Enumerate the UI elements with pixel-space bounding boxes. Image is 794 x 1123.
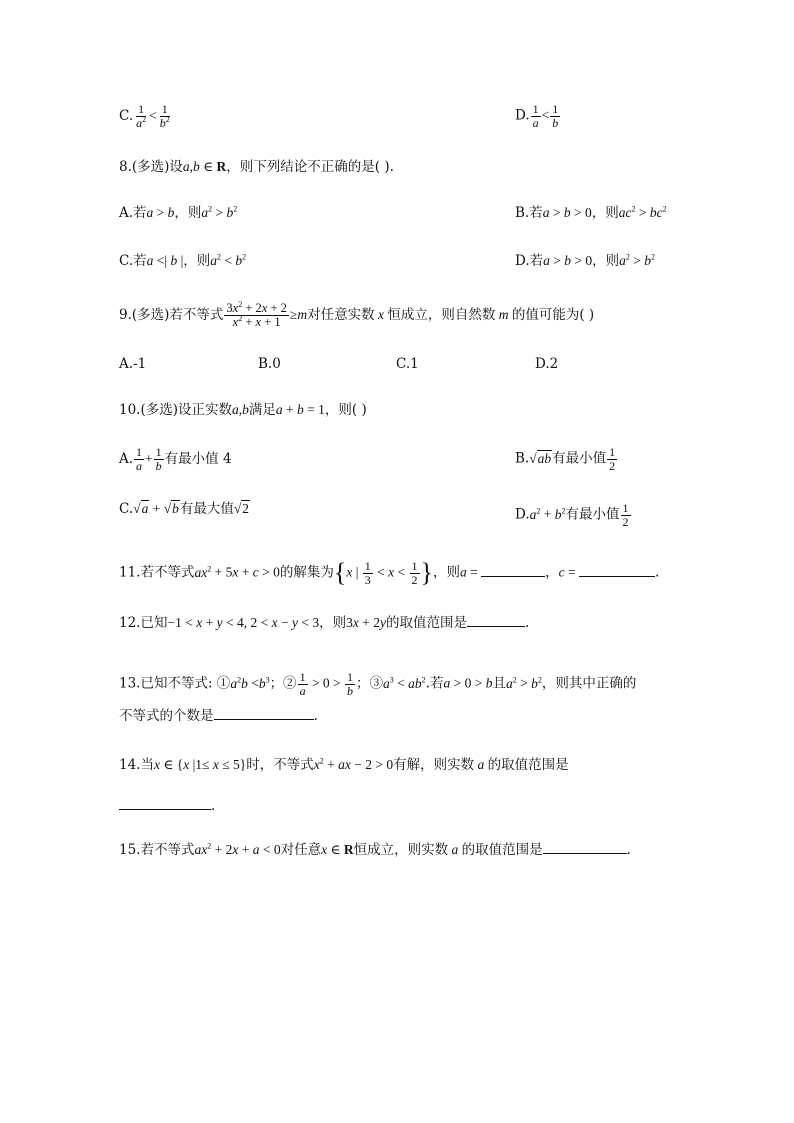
q10-stem: 10.(多选)设正实数a,b满足a + b = 1，则( ): [119, 402, 367, 418]
answer-blank[interactable]: [119, 808, 211, 810]
q12-stem: 12.已知−1 < x + y < 4, 2 < x − y < 3，则3x + 2y的取值范围是 .: [119, 615, 530, 631]
answer-blank-a[interactable]: [481, 575, 545, 577]
q9-option-c: C.1: [396, 356, 419, 372]
q10-option-b: B.√ab有最小值 $\frac{1}{2}$: [515, 445, 616, 473]
q8-option-a: A.若a > b，则$a^2 > b^2$: [119, 204, 238, 221]
q14-stem: 14.当x ∈ {x |1≤ x ≤ 5}时，不等式$x^2$ + ax − 2 > 0有解，则实数 a 的取值范围是: [119, 756, 569, 773]
q7-option-c: C. $\frac{1}{a^2}$ < $\frac{1}{b^2}$: [119, 102, 170, 130]
q8-options-ab: [119, 204, 667, 221]
q10-option-c: C.√a + √b有最大值√2: [119, 501, 250, 517]
answer-blank[interactable]: [214, 718, 314, 720]
option-label: C.: [119, 107, 134, 124]
q8-option-d: D.若a > b > 0，则$a^2 > b^2$: [515, 252, 656, 269]
q9-option-d: D.2: [535, 356, 559, 372]
q8-options-cd: [119, 252, 656, 269]
q9-stem: 9.(多选)若不等式 $\frac{3x^2 + 2x + 2}{x^2 + x + 1}$ ≥m对任意实数 x 恒成立，则自然数 m 的值可能为( ): [119, 299, 595, 330]
q15-stem: 15.若不等式$ax^2 + 2x + a < 0$对任意x ∈ R恒成立，则实数 a 的取值范围是 .: [119, 841, 631, 858]
q8-stem: 8.(多选)设a,b ∈ R，则下列结论不正确的是( ).: [119, 159, 394, 175]
q8-option-c: C.若a <| b |，则$a^2 < b^2$: [119, 252, 247, 269]
q7-options: [119, 102, 559, 130]
q10-option-d: $D.a^2 + b^2$有最小值 $\frac{1}{2}$: [515, 501, 629, 529]
q10-options-ab: [119, 445, 616, 473]
q9-option-a: A.-1: [119, 356, 147, 372]
q7-option-d: D. $\frac{1}{a}$ < $\frac{1}{b}$: [515, 102, 559, 130]
q10-option-a: A. $\frac{1}{a}$ + $\frac{1}{b}$ 有最小值 4: [119, 445, 232, 473]
answer-blank[interactable]: [467, 625, 525, 627]
q13-line2: 不等式的个数是 .: [119, 708, 318, 724]
q11-stem: 11.若不等式$ax^2 + 5x + c > 0$的解集为{x | $\frac{1}{3}$ < x < $\frac{1}{2}$ }，则a = ，c = .: [119, 558, 660, 588]
q13-stem: 13.已知不等式: $①a^2b <b^3$；② $\frac{1}{a}$ > 0 > $\frac{1}{b}$ ；$③a^3 < ab^2$.若a > 0 > b且$a^2 > b^2$，则其中正确的: [119, 670, 637, 698]
answer-blank[interactable]: [543, 852, 627, 854]
q10-options-cd: [119, 501, 629, 529]
q8-option-b: B.若a > b > 0，则$ac^2 > bc^2$: [515, 204, 667, 221]
option-label: D.: [515, 107, 530, 124]
q9-option-b: B.0: [258, 356, 281, 372]
q14-line2: .: [119, 800, 215, 814]
answer-blank-c[interactable]: [579, 575, 655, 577]
